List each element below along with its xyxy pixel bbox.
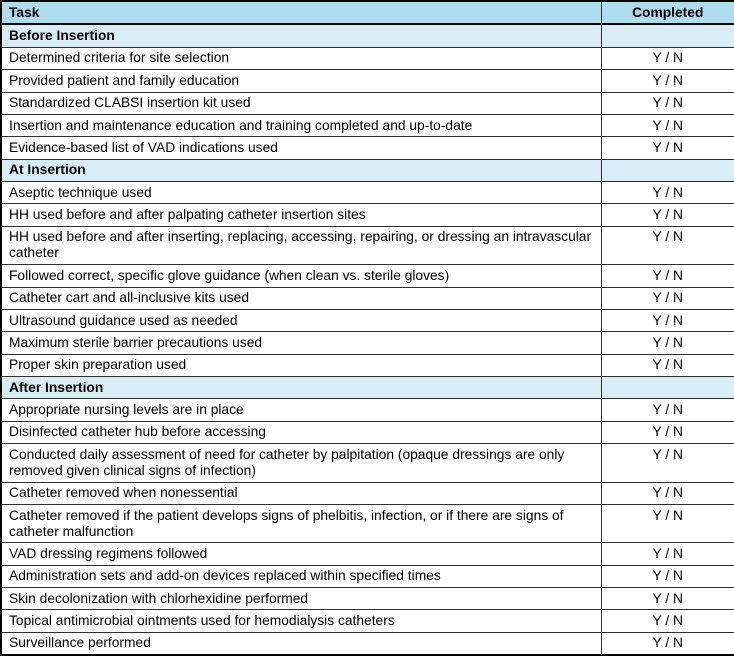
- task-cell: Disinfected catheter hub before accessing: [1, 421, 601, 443]
- section-header-row: [1, 377, 734, 399]
- task-row: [1, 421, 734, 443]
- task-row: [1, 226, 734, 264]
- completed-value-cell: Y / N: [601, 204, 734, 226]
- completed-value-cell: Y / N: [601, 632, 734, 655]
- task-cell: Maximum sterile barrier precautions used: [1, 332, 601, 354]
- task-row: [1, 309, 734, 331]
- task-cell: Determined criteria for site selection: [1, 47, 601, 69]
- task-cell: Administration sets and add-on devices replaced within specified times: [1, 565, 601, 587]
- completed-value-cell: Y / N: [601, 47, 734, 69]
- section-title: After Insertion: [1, 377, 601, 399]
- task-cell: Topical antimicrobial ointments used for hemodialysis catheters: [1, 610, 601, 632]
- section-completed-cell: [601, 24, 734, 47]
- task-cell: Insertion and maintenance education and training completed and up-to-date: [1, 114, 601, 136]
- completed-value-cell: Y / N: [601, 482, 734, 504]
- column-header-completed: Completed: [601, 1, 734, 24]
- table-body: [1, 24, 734, 655]
- completed-value-cell: Y / N: [601, 92, 734, 114]
- completed-value-cell: Y / N: [601, 309, 734, 331]
- completed-value-cell: Y / N: [601, 137, 734, 159]
- completed-value-cell: Y / N: [601, 399, 734, 421]
- task-row: [1, 482, 734, 504]
- task-row: [1, 114, 734, 136]
- task-row: [1, 265, 734, 287]
- task-cell: Conducted daily assessment of need for catheter by palpitation (opaque dressings are only removed given clinical signs of infection): [1, 444, 601, 482]
- task-cell: Proper skin preparation used: [1, 354, 601, 376]
- task-cell: Surveillance performed: [1, 632, 601, 655]
- task-row: [1, 182, 734, 204]
- task-row: [1, 354, 734, 376]
- completed-value-cell: Y / N: [601, 287, 734, 309]
- completed-value-cell: Y / N: [601, 114, 734, 136]
- completed-value-cell: Y / N: [601, 332, 734, 354]
- completed-value-cell: Y / N: [601, 543, 734, 565]
- completed-value-cell: Y / N: [601, 421, 734, 443]
- completed-value-cell: Y / N: [601, 265, 734, 287]
- completed-value-cell: Y / N: [601, 354, 734, 376]
- task-row: [1, 565, 734, 587]
- section-completed-cell: [601, 159, 734, 181]
- completed-value-cell: Y / N: [601, 565, 734, 587]
- completed-value-cell: Y / N: [601, 70, 734, 92]
- task-row: [1, 588, 734, 610]
- completed-value-cell: Y / N: [601, 504, 734, 542]
- task-cell: Standardized CLABSI insertion kit used: [1, 92, 601, 114]
- completed-value-cell: Y / N: [601, 182, 734, 204]
- task-cell: Ultrasound guidance used as needed: [1, 309, 601, 331]
- task-row: [1, 610, 734, 632]
- task-row: [1, 70, 734, 92]
- task-cell: Appropriate nursing levels are in place: [1, 399, 601, 421]
- task-cell: Followed correct, specific glove guidance (when clean vs. sterile gloves): [1, 265, 601, 287]
- task-row: [1, 332, 734, 354]
- task-row: [1, 287, 734, 309]
- completed-value-cell: Y / N: [601, 610, 734, 632]
- task-cell: Catheter removed when nonessential: [1, 482, 601, 504]
- section-header-row: [1, 159, 734, 181]
- section-title: At Insertion: [1, 159, 601, 181]
- task-cell: Catheter cart and all-inclusive kits used: [1, 287, 601, 309]
- section-completed-cell: [601, 377, 734, 399]
- task-cell: HH used before and after inserting, replacing, accessing, repairing, or dressing an intravascular catheter: [1, 226, 601, 264]
- task-cell: Catheter removed if the patient develops signs of phelbitis, infection, or if there are signs of catheter malfunction: [1, 504, 601, 542]
- column-header-task: Task: [1, 1, 601, 24]
- task-row: [1, 92, 734, 114]
- task-cell: Provided patient and family education: [1, 70, 601, 92]
- task-row: [1, 543, 734, 565]
- task-row: [1, 399, 734, 421]
- task-row: [1, 204, 734, 226]
- task-cell: HH used before and after palpating catheter insertion sites: [1, 204, 601, 226]
- section-header-row: [1, 24, 734, 47]
- completed-value-cell: Y / N: [601, 226, 734, 264]
- task-row: [1, 47, 734, 69]
- task-row: [1, 632, 734, 655]
- task-cell: Evidence-based list of VAD indications used: [1, 137, 601, 159]
- task-cell: Aseptic technique used: [1, 182, 601, 204]
- completed-value-cell: Y / N: [601, 444, 734, 482]
- completed-value-cell: Y / N: [601, 588, 734, 610]
- section-title: Before Insertion: [1, 24, 601, 47]
- task-row: [1, 504, 734, 542]
- task-row: [1, 444, 734, 482]
- table-header-row: [1, 1, 734, 24]
- task-cell: VAD dressing regimens followed: [1, 543, 601, 565]
- task-cell: Skin decolonization with chlorhexidine performed: [1, 588, 601, 610]
- task-row: [1, 137, 734, 159]
